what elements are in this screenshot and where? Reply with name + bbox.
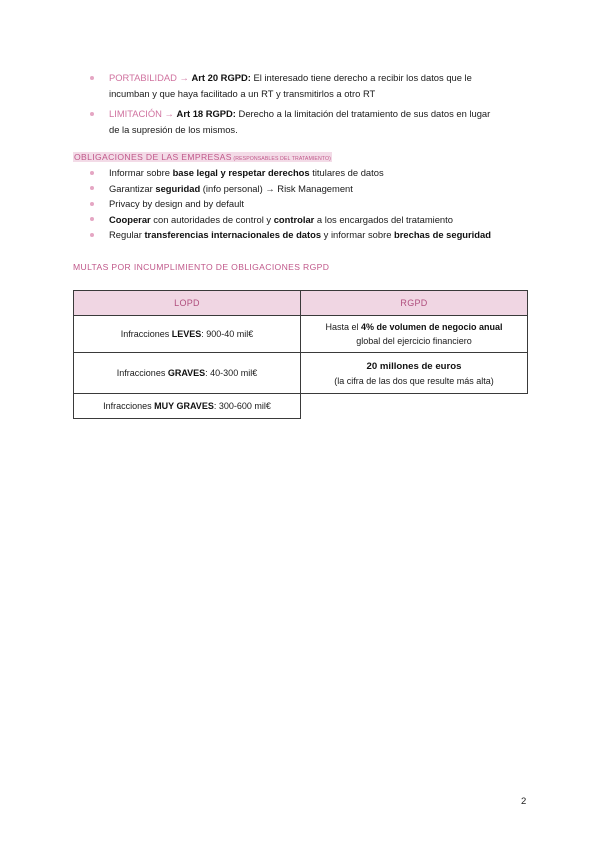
column-header-lopd: LOPD [74,291,301,316]
list-item [88,196,491,212]
fines-heading: MULTAS POR INCUMPLIMIENTO DE OBLIGACIONES RGPD [73,262,330,272]
cell-bold: 20 millones de euros [366,360,462,372]
item-article: Art 18 RGPD: [176,108,236,119]
cell-text: : 300-600 mil€ [213,401,271,411]
bullet-icon [90,186,94,190]
item-bold: transferencias internacionales de datos [144,229,322,241]
list-item-portabilidad [88,70,490,102]
item-bold: controlar [273,213,315,225]
bullet-icon [90,76,94,80]
table-cell [301,353,528,394]
item-keyword: LIMITACIÓN [109,108,162,119]
obligations-heading [73,152,332,162]
item-bold: base legal y respetar derechos [172,167,310,178]
cell-text: global del ejercicio financiero [356,336,472,346]
bullet-icon [90,202,94,206]
bullet-icon [90,217,94,221]
bullet-icon [90,233,94,237]
empty-cell [301,394,528,419]
cell-text: (la cifra de las dos que resulte más alta) [334,375,494,386]
item-text: y informar sobre [321,229,395,241]
obligations-list [88,165,491,243]
item-article: Art 20 RGPD: [191,72,251,83]
bullet-icon [90,171,94,175]
item-text: Informar sobre [109,167,173,178]
rights-list [88,70,490,142]
obligations-heading-note: (RESPONSABLES DEL TRATAMIENTO) [231,156,331,162]
page-number: 2 [521,796,527,807]
item-bold: brechas de seguridad [394,229,491,241]
item-text-cont: de la supresión de los mismos. [109,124,238,135]
list-item [88,181,491,197]
item-text: Privacy by design and by default [109,198,244,210]
cell-text: Infracciones [103,401,155,411]
item-bold: seguridad [155,182,201,194]
item-text: El interesado tiene derecho a recibir los datos que le [250,72,472,83]
list-item [88,212,491,228]
cell-bold: 4% de volumen de negocio anual [361,322,503,332]
cell-text: Hasta el [325,322,361,332]
item-text: Regular [109,229,145,241]
cell-bold: GRAVES [167,368,206,378]
table-cell [74,394,301,419]
item-text: (info personal) → Risk Management [200,182,353,194]
cell-bold: MUY GRAVES [154,401,214,411]
arrow-icon: → [176,72,192,83]
item-text: Garantizar [109,182,156,194]
arrow-icon: → [161,108,177,119]
obligations-heading-text: OBLIGACIONES DE LAS EMPRESAS [74,152,232,162]
bullet-icon [90,112,94,116]
table-cell [74,316,301,353]
item-bold: Cooperar [109,213,151,225]
cell-text: : 900-40 mil€ [201,329,254,339]
item-text: Derecho a la limitación del tratamiento de sus datos en lugar [235,108,491,119]
table-cell [74,353,301,394]
table-row [74,353,528,394]
cell-text: Infracciones [116,368,168,378]
column-header-rgpd: RGPD [301,291,528,316]
item-text: con autoridades de control y [150,213,274,225]
table-header-row [74,291,528,316]
item-keyword: PORTABILIDAD [109,72,177,83]
list-item [88,227,491,243]
list-item [88,165,491,181]
cell-text: Infracciones [120,329,172,339]
item-text: a los encargados del tratamiento [314,213,453,225]
fines-table [73,290,528,419]
table-cell [301,316,528,353]
table-row [74,394,528,419]
table-row [74,316,528,353]
item-text-cont: incumban y que haya facilitado a un RT y transmitirlos a otro RT [109,88,376,99]
list-item-limitacion [88,106,490,138]
item-text: titulares de datos [309,167,384,178]
cell-text: : 40-300 mil€ [205,368,258,378]
cell-bold: LEVES [171,329,202,339]
